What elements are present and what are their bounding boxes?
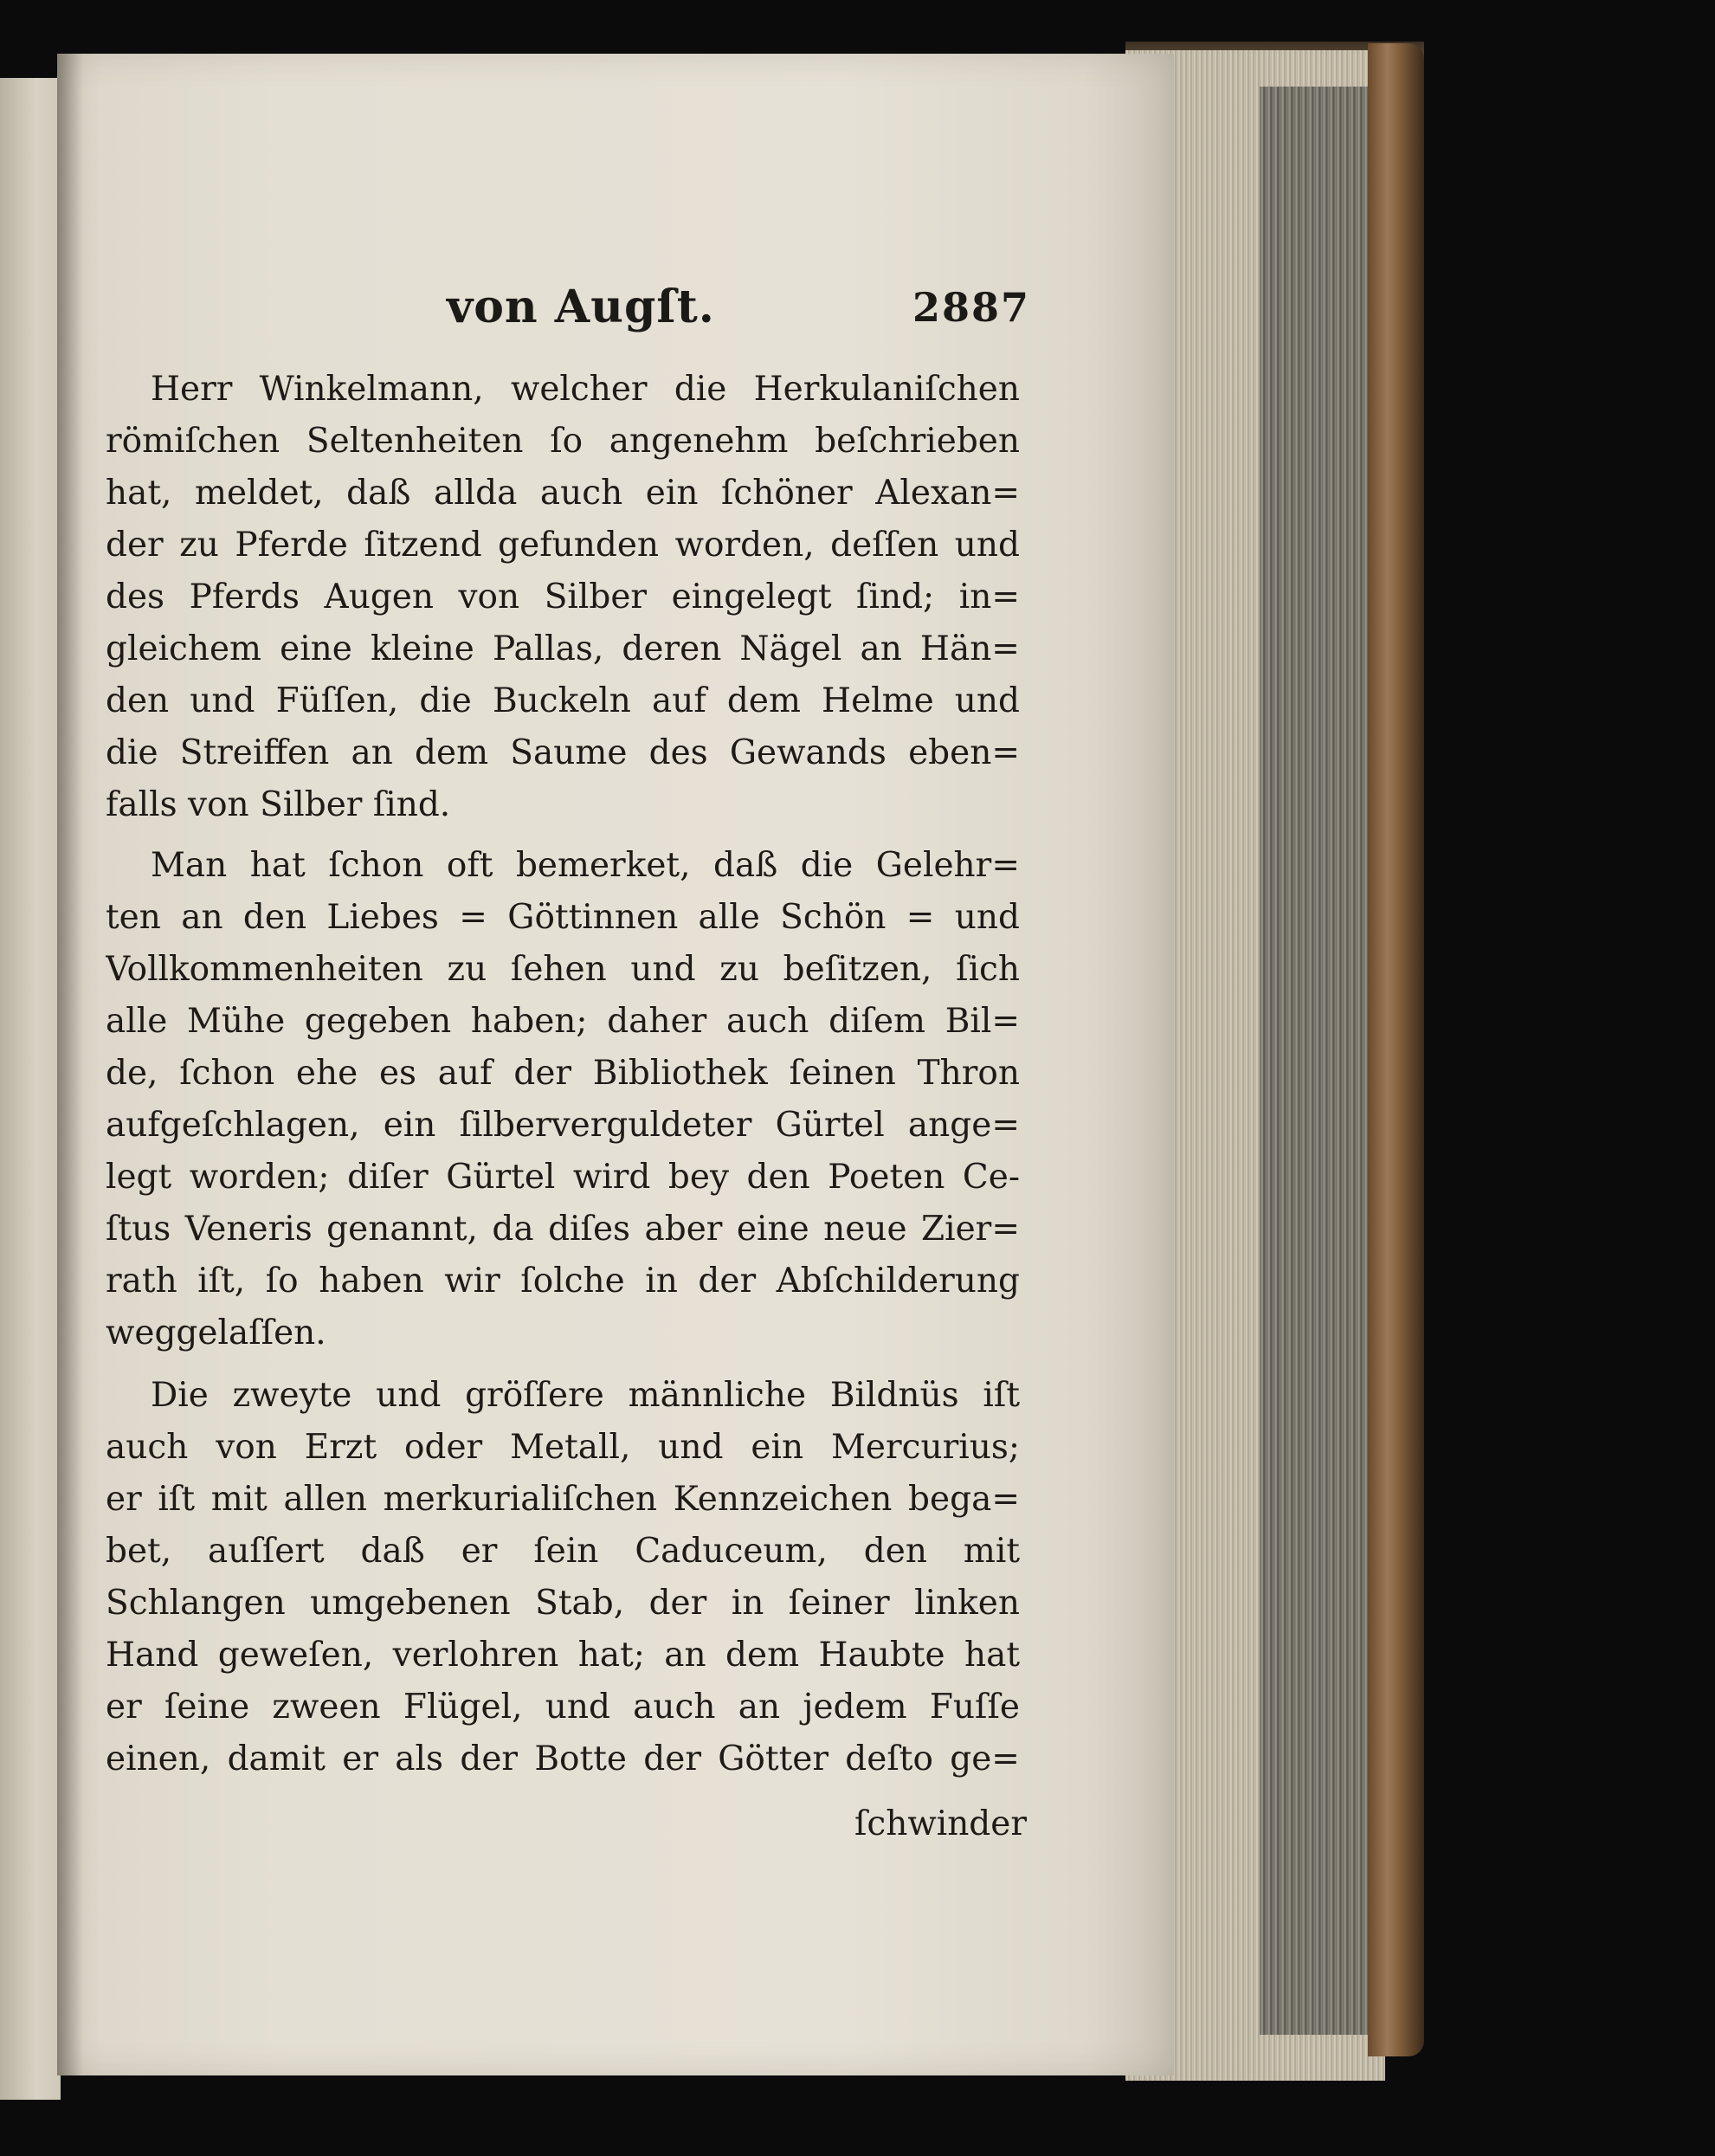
paragraph-3: [106, 1370, 1020, 1785]
paragraph-2: [106, 840, 1020, 1359]
text-line: Schlangen umgebenen Stab, der in ſeiner linken: [106, 1584, 1020, 1623]
text-line: de, ſchon ehe es auf der Bibliothek ſeinen Thron: [106, 1054, 1020, 1093]
book-page: [57, 54, 1174, 2075]
text-line: des Pferds Augen von Silber eingelegt ſind; in=: [106, 578, 1020, 616]
text-line: gleichem eine kleine Pallas, deren Nägel an Hän=: [106, 629, 1020, 668]
text-line: alle Mühe gegeben haben; daher auch diſem Bil=: [106, 1002, 1020, 1041]
catchword: ſchwinder: [854, 1804, 1027, 1843]
running-title: von Augſt.: [447, 281, 715, 333]
text-line: Die zweyte und gröſſere männliche Bildnüs iſt: [151, 1376, 1020, 1415]
text-line: weggelaſſen.: [106, 1314, 326, 1352]
facing-page-edge: [0, 78, 61, 2100]
text-line: die Streiffen an dem Saume des Gewands eben=: [106, 733, 1020, 772]
text-line: ſtus Veneris genannt, da diſes aber eine neue Zier=: [106, 1210, 1020, 1249]
text-line: ten an den Liebes = Göttinnen alle Schön = und: [106, 898, 1020, 937]
text-line: den und Füſſen, die Buckeln auf dem Helme und: [106, 681, 1020, 720]
text-line: der zu Pferde ſitzend gefunden worden, deſſen und: [106, 526, 1020, 565]
text-line: einen, damit er als der Botte der Götter deſto ge=: [106, 1740, 1020, 1778]
paragraph-1: [106, 364, 1020, 831]
paper-speck: [932, 746, 936, 751]
text-line: er iſt mit allen merkurialiſchen Kennzeichen bega=: [106, 1480, 1020, 1519]
gutter-shadow: [57, 54, 83, 2075]
text-line: legt worden; diſer Gürtel wird bey den Poeten Ce-: [106, 1158, 1020, 1197]
paper-speck: [256, 1179, 262, 1183]
page-number: 2887: [912, 284, 1031, 331]
text-line: römiſchen Seltenheiten ſo angenehm beſchrieben: [106, 422, 1020, 461]
paper-speck: [594, 859, 599, 864]
text-line: er ſeine zween Flügel, und auch an jedem Fuſſe: [106, 1688, 1020, 1727]
text-line: rath iſt, ſo haben wir ſolche in der Abſchilderung: [106, 1262, 1020, 1301]
text-line: Man hat ſchon oft bemerket, daß die Gelehr=: [151, 846, 1020, 885]
text-line: auch von Erzt oder Metall, und ein Mercurius;: [106, 1428, 1020, 1467]
leather-binding: [1368, 43, 1424, 2056]
text-line: aufgeſchlagen, ein ſilberverguldeter Gürtel ange=: [106, 1106, 1020, 1145]
text-line: falls von Silber ſind.: [106, 785, 451, 824]
text-line: hat, meldet, daß allda auch ein ſchöner Alexan=: [106, 474, 1020, 513]
text-line: Herr Winkelmann, welcher die Herkulaniſchen: [151, 370, 1020, 409]
text-line: Hand geweſen, verlohren hat; an dem Haubte hat: [106, 1636, 1020, 1675]
text-line: Vollkommenheiten zu ſehen und zu beſitzen, ſich: [106, 950, 1020, 989]
page-header: [57, 281, 1174, 350]
text-line: bet, auſſert daß er ſein Caduceum, den mit: [106, 1532, 1020, 1571]
